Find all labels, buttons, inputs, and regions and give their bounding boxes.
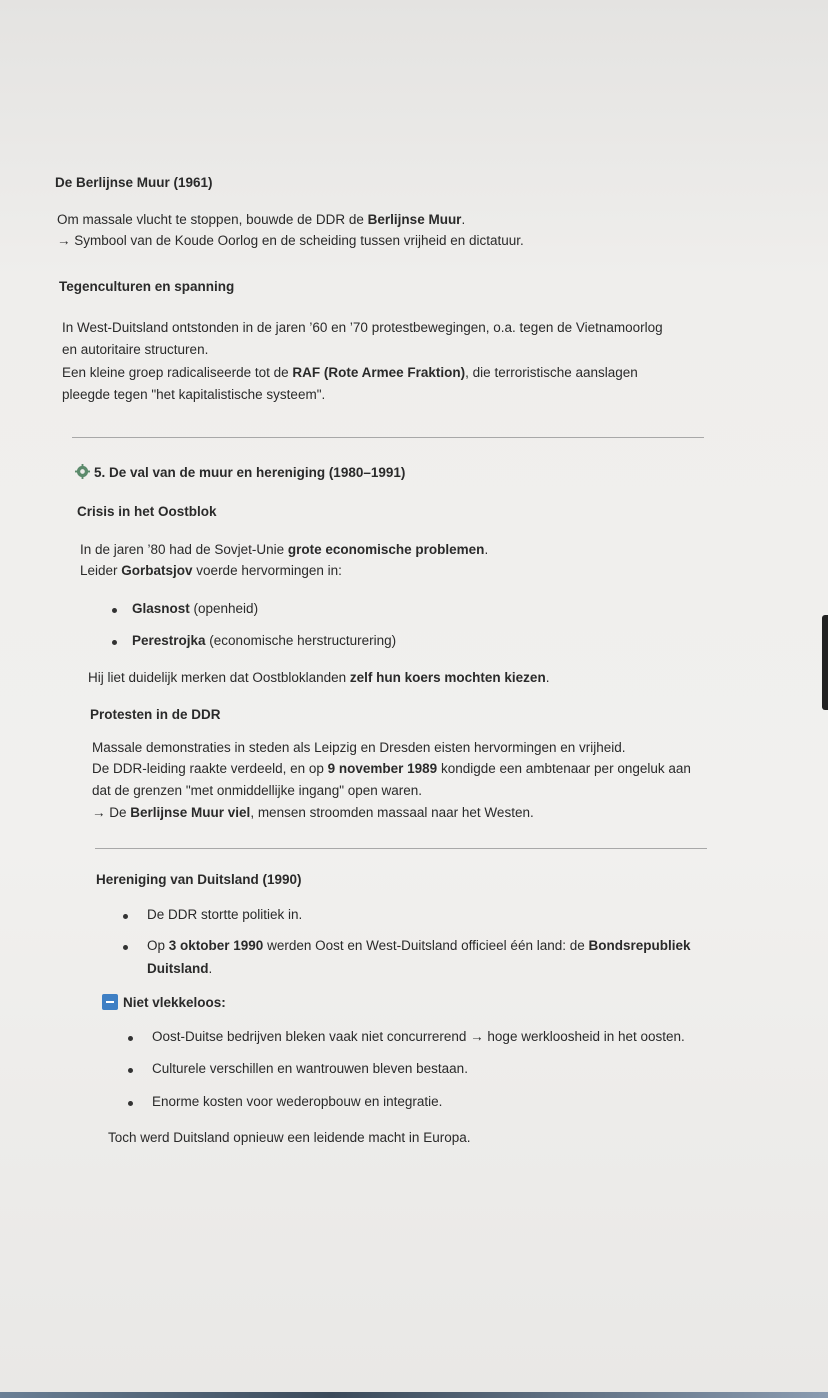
- heading-crisis: Crisis in het Oostblok: [77, 504, 217, 519]
- bullet: [128, 1036, 133, 1041]
- paragraph-crisis-3: Hij liet duidelijk merken dat Oostbloklanden zelf hun koers mochten kiezen.: [88, 670, 550, 685]
- bullet: [112, 608, 117, 613]
- paragraph-tegen-3: Een kleine groep radicaliseerde tot de RAF (Rote Armee Fraktion), die terroristische aanslagen: [62, 365, 638, 380]
- bullet: [128, 1068, 133, 1073]
- bullet: [123, 945, 128, 950]
- paragraph-crisis-2: Leider Gorbatsjov voerde hervormingen in:: [80, 563, 342, 578]
- page-bottom-edge: [0, 1392, 828, 1398]
- heading-hereniging: Hereniging van Duitsland (1990): [96, 872, 302, 887]
- heading-tegenculturen: Tegenculturen en spanning: [59, 279, 235, 294]
- list-item-ddr: De DDR stortte politiek in.: [147, 907, 303, 922]
- paragraph-muur-2: → Symbool van de Koude Oorlog en de scheiding tussen vrijheid en dictatuur.: [57, 233, 524, 248]
- gear-icon: [75, 464, 90, 479]
- paragraph-tegen-2: en autoritaire structuren.: [62, 342, 209, 357]
- heading-berlijnse-muur: De Berlijnse Muur (1961): [55, 175, 213, 190]
- paragraph-crisis-1: In de jaren ’80 had de Sovjet-Unie grote economische problemen.: [80, 542, 489, 557]
- list-item-concurrerend: Oost-Duitse bedrijven bleken vaak niet concurrerend → hoge werkloosheid in het oosten.: [152, 1029, 685, 1044]
- paragraph-tegen-1: In West-Duitsland ontstonden in de jaren ’60 en ’70 protestbewegingen, o.a. tegen de Vietnamoorlog: [62, 320, 663, 335]
- paragraph-tegen-4: pleegde tegen "het kapitalistische systeem".: [62, 387, 326, 402]
- paragraph-protest-1: Massale demonstraties in steden als Leipzig en Dresden eisten hervormingen en vrijheid.: [92, 740, 626, 755]
- list-item-3-oktober-cont: Duitsland.: [147, 961, 213, 976]
- list-item-perestrojka: Perestrojka (economische herstructurering): [132, 633, 397, 648]
- paragraph-closing: Toch werd Duitsland opnieuw een leidende macht in Europa.: [108, 1130, 471, 1145]
- divider: [72, 437, 704, 438]
- paragraph-protest-4: → De Berlijnse Muur viel, mensen stroomden massaal naar het Westen.: [92, 805, 534, 820]
- minus-square-icon: [102, 994, 118, 1010]
- list-item-verschillen: Culturele verschillen en wantrouwen bleven bestaan.: [152, 1061, 468, 1076]
- bullet: [128, 1101, 133, 1106]
- list-item-3-oktober: Op 3 oktober 1990 werden Oost en West-Duitsland officieel één land: de Bondsrepubliek: [147, 938, 691, 953]
- heading-section-5: 5. De val van de muur en hereniging (1980–1991): [75, 463, 405, 482]
- bullet: [112, 640, 117, 645]
- list-item-glasnost: Glasnost (openheid): [132, 601, 259, 616]
- paragraph-protest-2: De DDR-leiding raakte verdeeld, en op 9 november 1989 kondigde een ambtenaar per ongeluk aan: [92, 761, 691, 776]
- heading-protesten: Protesten in de DDR: [90, 707, 221, 722]
- paragraph-protest-3: dat de grenzen "met onmiddellijke ingang" open waren.: [92, 783, 423, 798]
- divider: [95, 848, 707, 849]
- heading-niet-vlekkeloos: Niet vlekkeloos:: [102, 993, 226, 1012]
- bullet: [123, 914, 128, 919]
- paragraph-muur-1: Om massale vlucht te stoppen, bouwde de DDR de Berlijnse Muur.: [57, 212, 466, 227]
- page-edge-shadow: [822, 615, 828, 710]
- list-item-kosten: Enorme kosten voor wederopbouw en integratie.: [152, 1094, 443, 1109]
